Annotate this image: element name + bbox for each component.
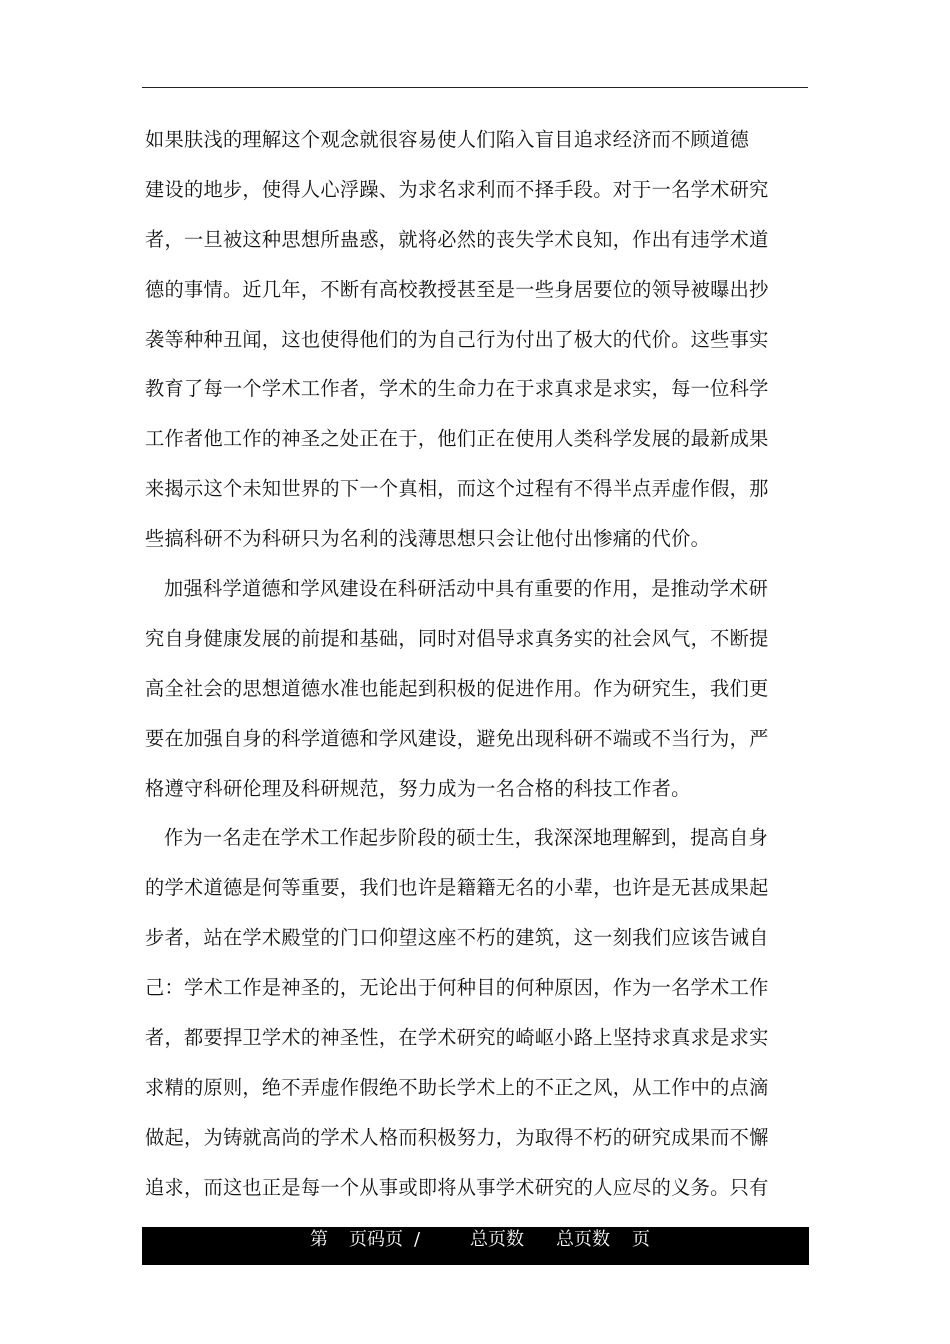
text-line: 求精的原则，绝不弄虚作假绝不助长学术上的不正之风，从工作中的点滴: [145, 1075, 769, 1099]
footer-ye: 页: [632, 1229, 650, 1250]
text-line: 建设的地步，使得人心浮躁、为求名求利而不择手段。对于一名学术研究: [145, 177, 769, 201]
text-line: 的学术道德是何等重要，我们也许是籍籍无名的小辈，也许是无甚成果起: [145, 876, 769, 900]
text-line: 者，一旦被这种思想所蛊惑，就将必然的丧失学术良知，作出有违学术道: [145, 227, 769, 251]
text-line: 高全社会的思想道德水准也能起到积极的促进作用。作为研究生，我们更: [145, 676, 769, 700]
page-footer: [142, 1227, 809, 1265]
footer-total-pages-2: 总页数: [556, 1229, 610, 1250]
text-line: 作为一名走在学术工作起步阶段的硕士生，我深深地理解到，提高自身: [164, 826, 769, 850]
text-line: 如果肤浅的理解这个观念就很容易使人们陷入盲目追求经济而不顾道德: [145, 128, 750, 151]
text-line: 德的事情。近几年，不断有高校教授甚至是一些身居要位的领导被曝出抄: [145, 277, 769, 301]
text-line: 些搞科研不为科研只为名利的浅薄思想只会让他付出惨痛的代价。: [145, 527, 711, 551]
text-line: 加强科学道德和学风建设在科研活动中具有重要的作用，是推动学术研: [164, 577, 769, 601]
text-line: 教育了每一个学术工作者，学术的生命力在于求真求是求实，每一位科学: [145, 377, 769, 401]
text-line: 追求，而这也正是每一个从事或即将从事学术研究的人应尽的义务。只有: [145, 1175, 769, 1199]
text-line: 袭等种种丑闻，这也使得他们的为自己行为付出了极大的代价。这些事实: [145, 327, 769, 351]
footer-page-code: 页码页: [349, 1229, 403, 1250]
footer-total-pages: 总页数: [470, 1229, 524, 1250]
text-line: 来揭示这个未知世界的下一个真相，而这个过程有不得半点弄虚作假，那: [145, 477, 769, 501]
text-line: 格遵守科研伦理及科研规范，努力成为一名合格的科技工作者。: [145, 776, 691, 800]
text-line: 己：学术工作是神圣的，无论出于何种目的何种原因，作为一名学术工作: [145, 976, 769, 1000]
footer-di: 第: [310, 1229, 328, 1250]
text-line: 究自身健康发展的前提和基础，同时对倡导求真务实的社会风气，不断提: [145, 626, 769, 650]
text-line: 者，都要捍卫学术的神圣性，在学术研究的崎岖小路上坚持求真求是求实: [145, 1026, 769, 1050]
body-text: [145, 122, 808, 1220]
text-line: 要在加强自身的科学道德和学风建设，避免出现科研不端或不当行为，严: [145, 726, 769, 750]
footer-slash: /: [414, 1229, 421, 1250]
header-rule: [142, 87, 808, 88]
text-line: 工作者他工作的神圣之处正在于，他们正在使用人类科学发展的最新成果: [145, 427, 769, 451]
text-line: 步者，站在学术殿堂的门口仰望这座不朽的建筑，这一刻我们应该告诫自: [145, 926, 769, 950]
text-line: 做起，为铸就高尚的学术人格而积极努力，为取得不朽的研究成果而不懈: [145, 1125, 769, 1149]
